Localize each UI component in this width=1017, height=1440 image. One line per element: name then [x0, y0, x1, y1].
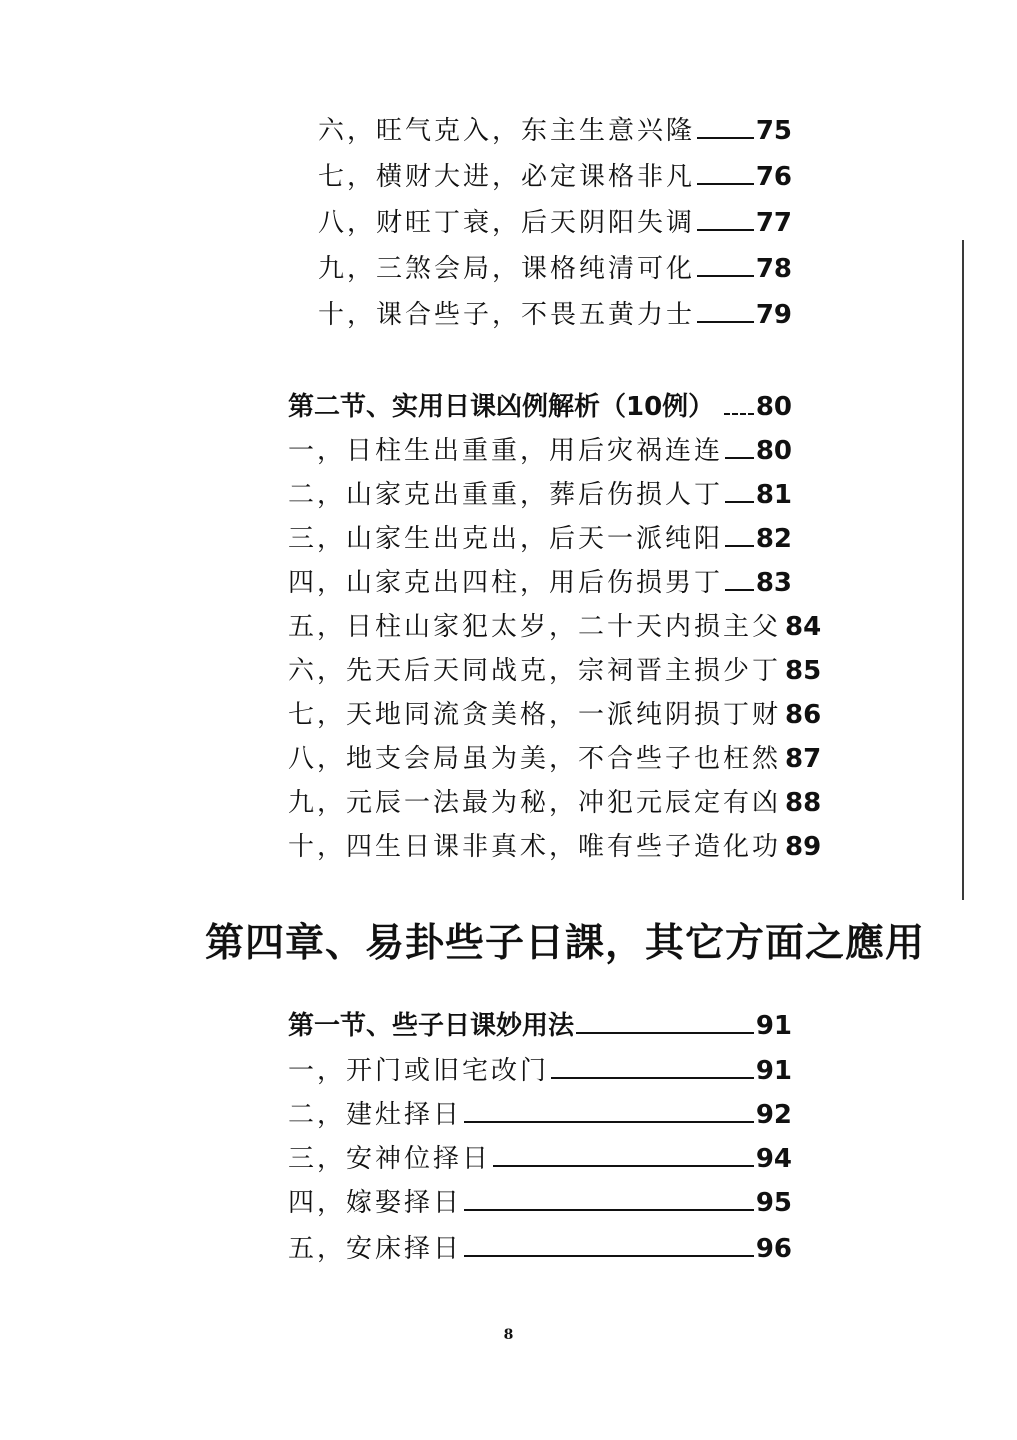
toc-entry — [318, 118, 792, 146]
toc-entry-page: 82 — [755, 524, 792, 554]
toc-entry-title: 三，山家生出克出，后天一派纯阳 — [288, 524, 724, 554]
toc-entry — [288, 656, 822, 686]
leader-line — [697, 275, 754, 277]
toc-entry-title: 五，安床择日 — [288, 1234, 463, 1264]
leader-line — [697, 229, 754, 231]
leader-line — [576, 1032, 754, 1034]
toc-entry-page: 88 — [785, 788, 822, 818]
toc-entry-page: 96 — [755, 1234, 792, 1264]
leader-line — [464, 1255, 754, 1257]
toc-entry — [288, 570, 792, 598]
toc-entry — [288, 1058, 792, 1086]
leader-line — [464, 1121, 754, 1123]
toc-entry-page: 95 — [755, 1188, 792, 1218]
leader-line — [725, 457, 754, 459]
leader-line — [697, 183, 754, 185]
chapter-heading: 第四章、易卦些子日課，其它方面之應用 — [205, 921, 926, 966]
toc-entry-title: 二，山家克出重重，葬后伤损人丁 — [288, 480, 724, 510]
toc-entry-page: 77 — [755, 208, 792, 238]
leader-line — [493, 1165, 754, 1167]
toc-entry — [288, 1236, 792, 1264]
scan-edge-line — [962, 240, 964, 900]
toc-entry — [288, 1146, 792, 1174]
leader-line — [551, 1077, 754, 1079]
toc-entry-page: 84 — [785, 612, 822, 642]
toc-entry-title: 八，地支会局虽为美，不合些子也枉然 — [288, 744, 782, 774]
toc-entry — [288, 832, 822, 862]
toc-entry-page: 87 — [785, 744, 822, 774]
section-heading-page: 91 — [755, 1011, 792, 1041]
section-heading-title: 第一节、些子日课妙用法 — [288, 1011, 575, 1041]
toc-entry-title: 十，四生日课非真术，唯有些子造化功 — [288, 832, 782, 862]
toc-entry-page: 78 — [755, 254, 792, 284]
toc-entry — [318, 164, 792, 192]
leader-line — [725, 501, 754, 503]
toc-entry-title: 一，日柱生出重重，用后灾祸连连 — [288, 436, 724, 466]
toc-entry — [288, 700, 822, 730]
page-number: 8 — [503, 1327, 514, 1343]
toc-entry-title: 四，嫁娶择日 — [288, 1188, 463, 1218]
section-heading-title: 第二节、实用日课凶例解析（10例） — [288, 392, 715, 422]
toc-entry — [288, 744, 822, 774]
toc-entry-title: 六，先天后天同战克，宗祠晋主损少丁 — [288, 656, 782, 686]
leader-line — [697, 321, 754, 323]
toc-entry-page: 89 — [785, 832, 822, 862]
leader-line — [464, 1209, 754, 1211]
toc-entry-title: 二，建灶择日 — [288, 1100, 463, 1130]
leader-line — [697, 137, 754, 139]
toc-entry — [318, 256, 792, 284]
toc-entry-title: 十，课合些子，不畏五黄力士 — [318, 300, 696, 330]
toc-entry-page: 94 — [755, 1144, 792, 1174]
section-heading — [288, 1013, 792, 1041]
toc-entry-title: 六，旺气克入，东主生意兴隆 — [318, 116, 696, 146]
leader-line — [725, 589, 754, 591]
toc-entry-page: 79 — [755, 300, 792, 330]
toc-entry — [288, 1102, 792, 1130]
leader-line — [724, 413, 754, 415]
toc-entry-page: 81 — [755, 480, 792, 510]
toc-entry-page: 80 — [755, 436, 792, 466]
toc-entry — [318, 302, 792, 330]
toc-entry-title: 九，三煞会局，课格纯清可化 — [318, 254, 696, 284]
toc-entry-page: 86 — [785, 700, 822, 730]
toc-entry-title: 三，安神位择日 — [288, 1144, 492, 1174]
toc-entry-title: 七，天地同流贪美格，一派纯阴损丁财 — [288, 700, 782, 730]
toc-entry — [288, 482, 792, 510]
toc-entry — [288, 788, 822, 818]
toc-entry-page: 75 — [755, 116, 792, 146]
toc-entry-title: 四，山家克出四柱，用后伤损男丁 — [288, 568, 724, 598]
toc-entry-page: 85 — [785, 656, 822, 686]
toc-entry-title: 八，财旺丁衰，后天阴阳失调 — [318, 208, 696, 238]
toc-entry-page: 76 — [755, 162, 792, 192]
section-heading — [288, 394, 792, 422]
toc-entry-page: 92 — [755, 1100, 792, 1130]
toc-entry-page: 83 — [755, 568, 792, 598]
leader-line — [725, 545, 754, 547]
toc-entry — [318, 210, 792, 238]
toc-entry — [288, 612, 822, 642]
toc-entry-page: 91 — [755, 1056, 792, 1086]
toc-entry — [288, 1190, 792, 1218]
toc-entry-title: 九，元辰一法最为秘，冲犯元辰定有凶 — [288, 788, 782, 818]
toc-entry-title: 一，开门或旧宅改门 — [288, 1056, 550, 1086]
toc-entry — [288, 438, 792, 466]
toc-entry-title: 五，日柱山家犯太岁，二十天内损主父 — [288, 612, 782, 642]
section-heading-page: 80 — [755, 392, 792, 422]
toc-entry-title: 七，横财大进，必定课格非凡 — [318, 162, 696, 192]
toc-entry — [288, 526, 792, 554]
